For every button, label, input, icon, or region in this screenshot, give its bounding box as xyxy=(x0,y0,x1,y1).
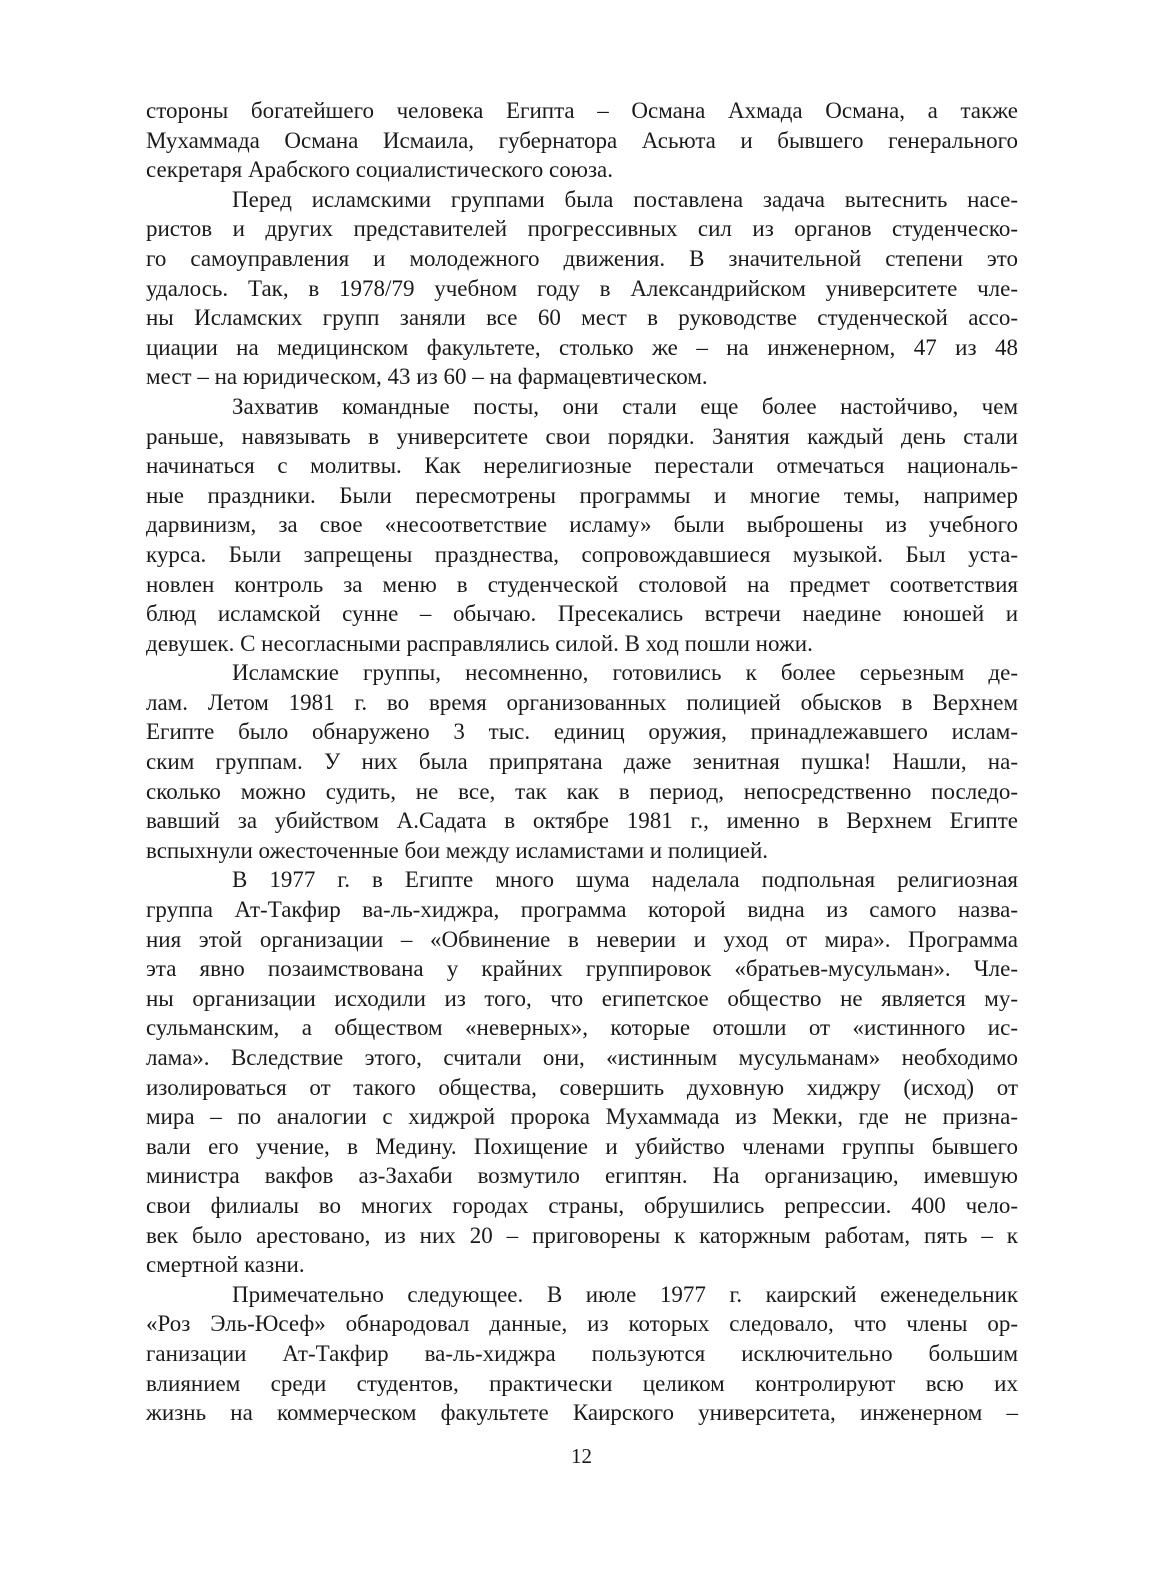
text-line: курса. Были запрещены празднества, сопровождавшиеся музыкой. Был уста- xyxy=(146,541,1018,567)
text-line: вавший за убийством А.Садата в октябре 1981 г., именно в Верхнем Египте xyxy=(146,808,1018,834)
text-line: сульманским, а обществом «неверных», которые отошли от «истинного ис- xyxy=(146,1015,1018,1041)
text-line: циации на медицинском факультете, столько же – на инженерном, 47 из 48 xyxy=(146,334,1018,360)
text-line: ния этой организации – «Обвинение в неверии и уход от мира». Программа xyxy=(146,926,1018,952)
paragraph xyxy=(146,1280,1018,1428)
text-line: ные праздники. Были пересмотрены программы и многие темы, например xyxy=(146,482,1018,508)
paragraph xyxy=(146,865,1018,1279)
text-line: Мухаммада Османа Исмаила, губернатора Асьюта и бывшего генерального xyxy=(146,127,1018,153)
page-body xyxy=(146,96,1018,1428)
paragraph xyxy=(146,658,1018,865)
text-line: лама». Вследствие этого, считали они, «истинным мусульманам» необходимо xyxy=(146,1045,1018,1070)
text-line: мест – на юридическом, 43 из 60 – на фармацевтическом. xyxy=(146,364,708,390)
text-line: Перед исламскими группами была поставлена задача вытеснить насе- xyxy=(232,186,1018,212)
text-line: вспыхнули ожесточенные бои между исламистами и полицией. xyxy=(146,837,769,863)
text-line: Примечательно следующее. В июле 1977 г. каирский еженедельник xyxy=(232,1281,1018,1307)
text-line: лам. Летом 1981 г. во время организованных полицией обысков в Верхнем xyxy=(146,689,1018,715)
text-line: дарвинизм, за свое «несоответствие исламу» были выброшены из учебного xyxy=(146,512,1018,538)
text-line: Египте было обнаружено 3 тыс. единиц оружия, принадлежавшего ислам- xyxy=(146,719,1018,745)
text-line: влиянием среди студентов, практически целиком контролируют всю их xyxy=(146,1370,1018,1396)
paragraph xyxy=(146,96,1018,185)
text-line: го самоуправления и молодежного движения. В значительной степени это xyxy=(146,245,1018,271)
text-line: свои филиалы во многих городах страны, обрушились репрессии. 400 чело- xyxy=(146,1192,1018,1218)
text-line: ны организации исходили из того, что египетское общество не является му- xyxy=(146,985,1018,1011)
page-number: 12 xyxy=(571,1444,592,1468)
paragraph xyxy=(146,392,1018,658)
text-line: раньше, навязывать в университете свои порядки. Занятия каждый день стали xyxy=(146,423,1018,449)
paragraph xyxy=(146,185,1018,392)
text-line: вали его учение, в Медину. Похищение и убийство членами группы бывшего xyxy=(146,1133,1018,1159)
text-line: Исламские группы, несомненно, готовились к более серьезным де- xyxy=(232,660,1018,686)
text-line: удалось. Так, в 1978/79 учебном году в Александрийском университете чле- xyxy=(146,275,1018,301)
text-line: блюд исламской сунне – обычаю. Пресекались встречи наедине юношей и xyxy=(146,601,1018,627)
text-line: начинаться с молитвы. Как нерелигиозные перестали отмечаться националь- xyxy=(146,453,1018,479)
text-line: век было арестовано, из них 20 – приговорены к каторжным работам, пять – к xyxy=(146,1222,1018,1248)
text-line: мира – по аналогии с хиджрой пророка Мухаммада из Мекки, где не призна- xyxy=(146,1104,1018,1130)
text-line: жизнь на коммерческом факультете Каирского университета, инженерном – xyxy=(146,1400,1018,1426)
text-line: ским группам. У них была припрятана даже зенитная пушка! Нашли, на- xyxy=(146,749,1018,775)
text-line: сколько можно судить, не все, так как в период, непосредственно последо- xyxy=(146,778,1018,804)
text-line: ны Исламских групп заняли все 60 мест в руководстве студенческой ассо- xyxy=(146,305,1018,331)
text-line: эта явно позаимствована у крайних группировок «братьев-мусульман». Чле- xyxy=(146,956,1018,982)
text-line: Захватив командные посты, они стали еще более настойчиво, чем xyxy=(232,393,1018,419)
text-line: стороны богатейшего человека Египта – Османа Ахмада Османа, а также xyxy=(146,98,1018,123)
text-line: новлен контроль за меню в студенческой столовой на предмет соответствия xyxy=(146,571,1018,597)
text-line: смертной казни. xyxy=(146,1252,305,1278)
text-line: девушек. С несогласными расправлялись силой. В ход пошли ножи. xyxy=(146,630,813,656)
text-line: ганизации Ат-Такфир ва-ль-хиджра пользуются исключительно большим xyxy=(146,1340,1018,1366)
text-line: «Роз Эль-Юсеф» обнародовал данные, из которых следовало, что члены ор- xyxy=(146,1311,1018,1337)
text-line: изолироваться от такого общества, совершить духовную хиджру (исход) от xyxy=(146,1074,1018,1100)
text-line: В 1977 г. в Египте много шума наделала подпольная религиозная xyxy=(232,867,1018,893)
text-line: министра вакфов аз-Захаби возмутило египтян. На организацию, имевшую xyxy=(146,1163,1018,1189)
text-line: группа Ат-Такфир ва-ль-хиджра, программа которой видна из самого назва- xyxy=(146,897,1018,923)
text-line: ристов и других представителей прогрессивных сил из органов студенческо- xyxy=(146,216,1018,242)
text-line: секретаря Арабского социалистического союза. xyxy=(146,157,613,183)
